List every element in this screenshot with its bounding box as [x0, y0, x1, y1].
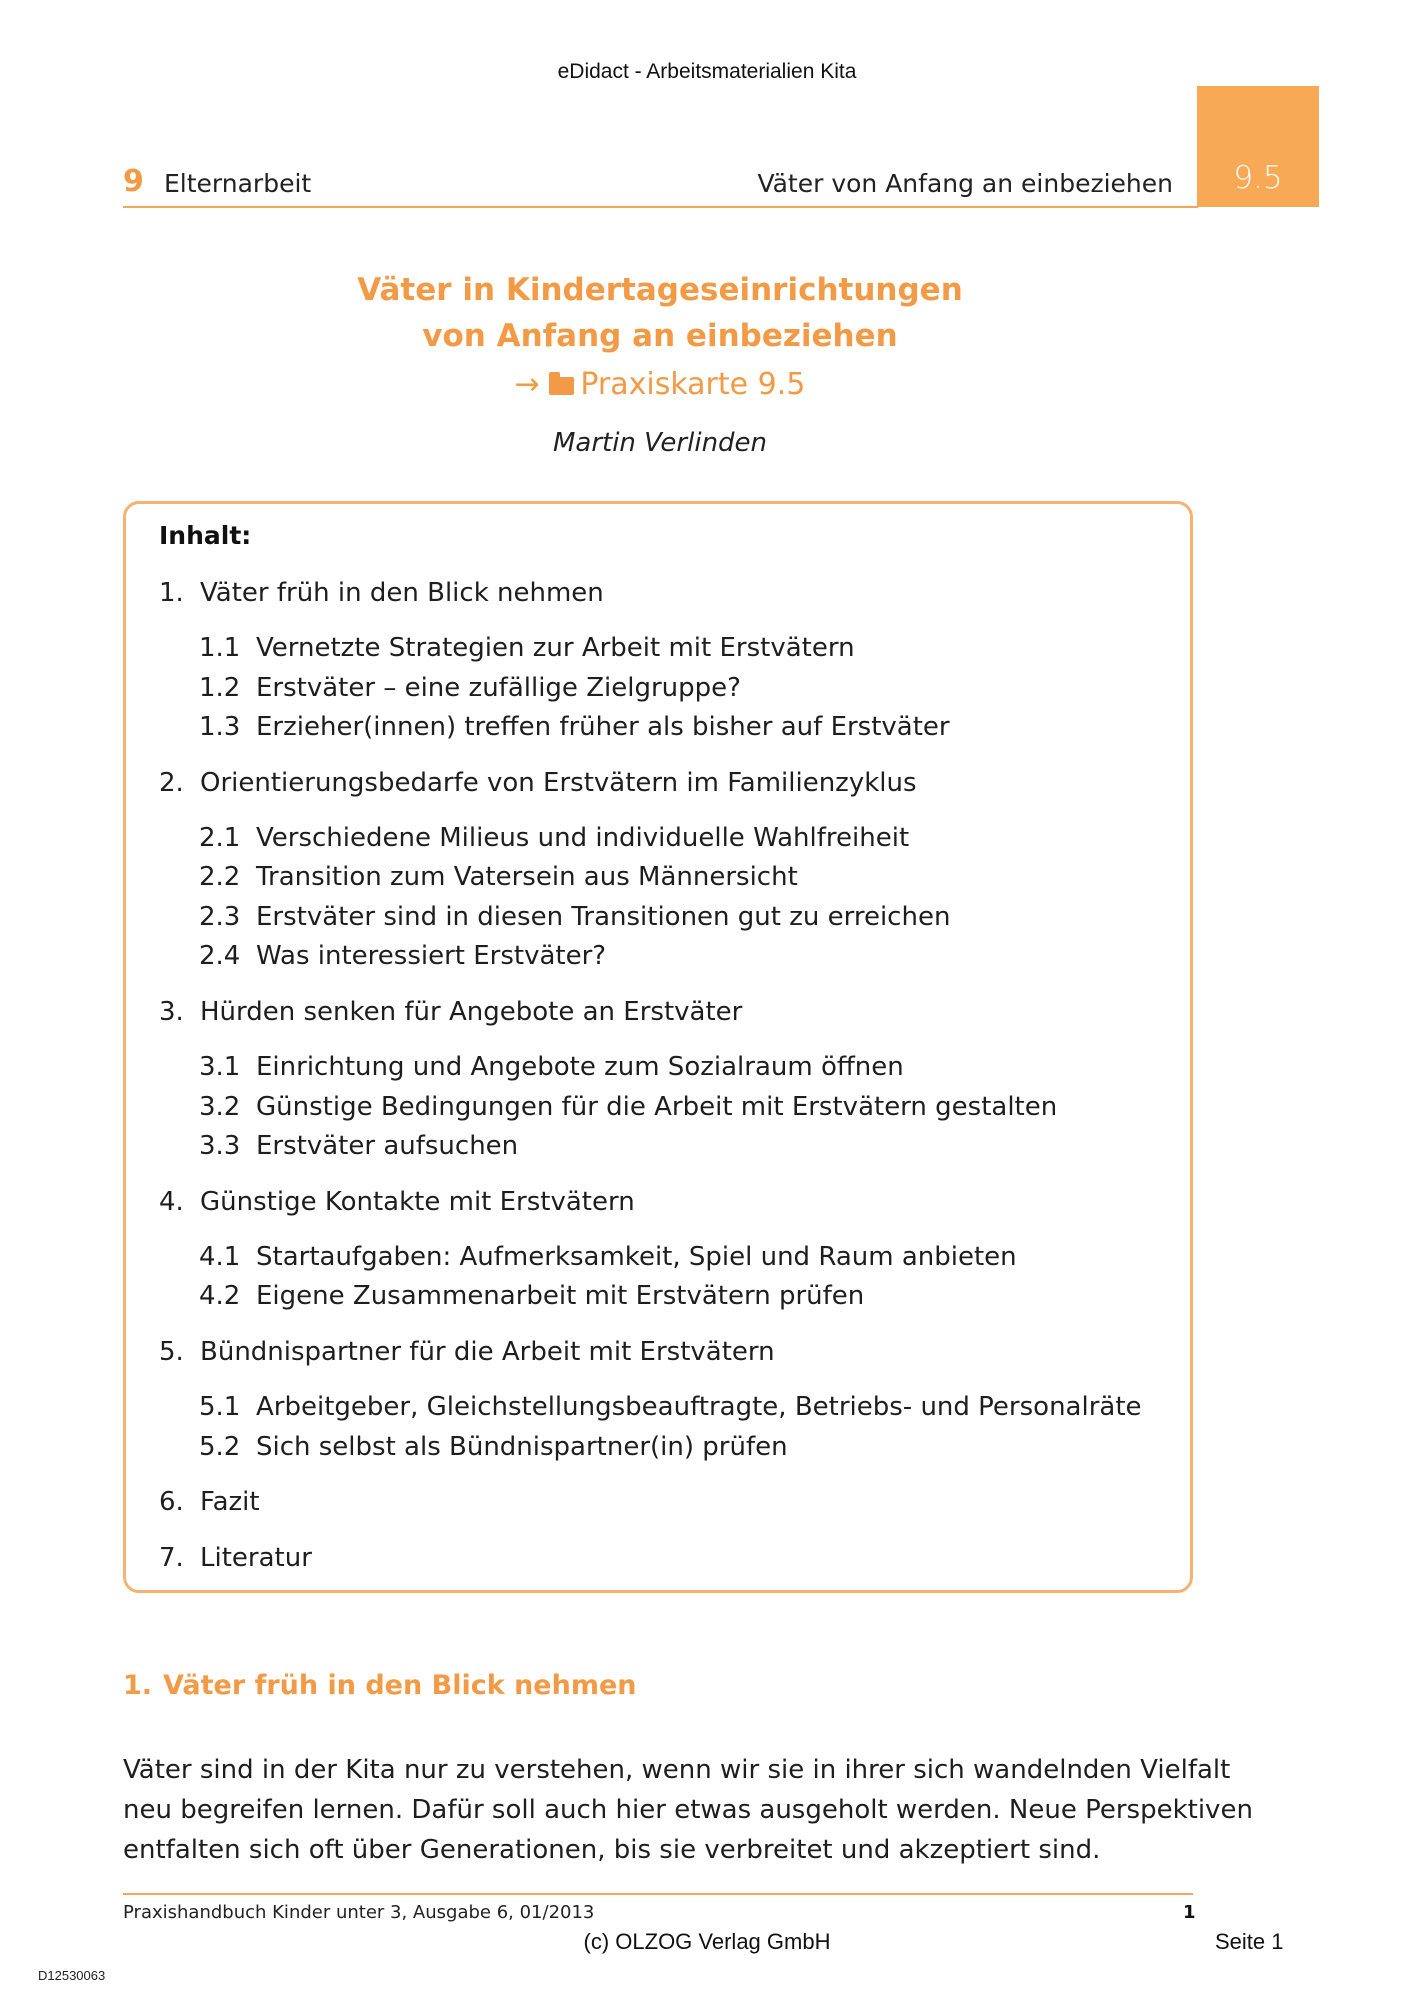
- toc-label: Erzieher(innen) treffen früher als bisher auf Erstväter: [256, 712, 950, 742]
- site-banner: eDidact - Arbeitsmaterialien Kita: [557, 60, 857, 83]
- toc-label: Günstige Kontakte mit Erstvätern: [200, 1187, 635, 1217]
- paragraph-line: entfalten sich oft über Generationen, bis sie verbreitet und akzeptiert sind.: [123, 1835, 1101, 1865]
- toc-number: 3.3: [199, 1131, 241, 1161]
- toc-label: Väter früh in den Blick nehmen: [200, 578, 604, 608]
- praxiskarte-reference[interactable]: [0, 367, 1320, 402]
- header-divider: [123, 206, 1198, 208]
- toc-label: Orientierungsbedarfe von Erstvätern im Familienzyklus: [200, 768, 917, 798]
- footer-copyright: (c) OLZOG Verlag GmbH: [583, 1929, 831, 1954]
- toc-number: 3.1: [199, 1052, 241, 1082]
- footer-seite: Seite 1: [1215, 1929, 1284, 1954]
- body-paragraph: [123, 1750, 1253, 1870]
- toc-label: Verschiedene Milieus und individuelle Wahlfreiheit: [256, 823, 910, 853]
- footer-page-number: 1: [1183, 1902, 1196, 1923]
- toc-label: Hürden senken für Angebote an Erstväter: [200, 997, 743, 1027]
- praxiskarte-label: Praxiskarte 9.5: [580, 367, 806, 402]
- toc-number: 3.2: [199, 1092, 241, 1122]
- section-heading: [123, 1670, 637, 1701]
- toc-label: Literatur: [200, 1543, 312, 1573]
- toc-label: Arbeitgeber, Gleichstellungsbeauftragte, Betriebs- und Personalräte: [256, 1392, 1142, 1422]
- toc-number: 2.3: [199, 902, 241, 932]
- document-code: D12530063: [38, 1968, 106, 1983]
- footer-divider: [123, 1893, 1193, 1895]
- toc-number: 5.2: [199, 1432, 241, 1462]
- toc-label: Erstväter sind in diesen Transitionen gut zu erreichen: [256, 902, 951, 932]
- toc-label: Startaufgaben: Aufmerksamkeit, Spiel und Raum anbieten: [256, 1242, 1017, 1272]
- folder-icon: [549, 377, 574, 395]
- toc-number: 4.2: [199, 1281, 241, 1311]
- toc-number: 1.1: [199, 633, 241, 663]
- document-title-line-2: von Anfang an einbeziehen: [422, 318, 898, 354]
- toc-label: Erstväter – eine zufällige Zielgruppe?: [256, 673, 741, 703]
- toc-heading: Inhalt:: [159, 521, 252, 550]
- toc-label: Fazit: [200, 1487, 260, 1517]
- paragraph-line: Väter sind in der Kita nur zu verstehen, wenn wir sie in ihrer sich wandelnden Vielfalt: [123, 1755, 1231, 1785]
- toc-number: 2.1: [199, 823, 241, 853]
- toc-number: 1.2: [199, 673, 241, 703]
- toc-label: Bündnispartner für die Arbeit mit Erstvätern: [200, 1337, 775, 1367]
- paragraph-line: neu begreifen lernen. Dafür soll auch hier etwas ausgeholt werden. Neue Perspektiven: [123, 1795, 1253, 1825]
- toc-label: Günstige Bedingungen für die Arbeit mit Erstvätern gestalten: [256, 1092, 1058, 1122]
- footer-publication: Praxishandbuch Kinder unter 3, Ausgabe 6, 01/2013: [123, 1902, 595, 1923]
- toc-number: 1.3: [199, 712, 241, 742]
- toc-label: Transition zum Vatersein aus Männersicht: [256, 862, 798, 892]
- toc-label: Vernetzte Strategien zur Arbeit mit Erstvätern: [256, 633, 855, 663]
- chapter-number: 9: [123, 164, 144, 199]
- toc-number: 4.: [159, 1187, 184, 1217]
- toc-number: 2.2: [199, 862, 241, 892]
- running-section-title: Väter von Anfang an einbeziehen: [757, 169, 1173, 198]
- toc-number: 7.: [159, 1543, 184, 1573]
- toc-label: Eigene Zusammenarbeit mit Erstvätern prüfen: [256, 1281, 865, 1311]
- table-of-contents-box: [123, 501, 1193, 1593]
- section-tab-number: 9.5: [1233, 160, 1283, 196]
- document-title-line-1: Väter in Kindertageseinrichtungen: [357, 272, 963, 308]
- toc-label: Sich selbst als Bündnispartner(in) prüfen: [256, 1432, 788, 1462]
- toc-number: 3.: [159, 997, 184, 1027]
- section-title: Väter früh in den Blick nehmen: [163, 1670, 637, 1701]
- toc-number: 2.4: [199, 941, 241, 971]
- arrow-icon: →: [514, 367, 540, 402]
- section-number: 1.: [123, 1670, 153, 1701]
- toc-number: 1.: [159, 578, 184, 608]
- chapter-title: Elternarbeit: [164, 169, 312, 198]
- toc-label: Was interessiert Erstväter?: [256, 941, 607, 971]
- toc-number: 5.: [159, 1337, 184, 1367]
- toc-label: Einrichtung und Angebote zum Sozialraum öffnen: [256, 1052, 904, 1082]
- toc-number: 2.: [159, 768, 184, 798]
- author-name: Martin Verlinden: [552, 428, 768, 458]
- toc-label: Erstväter aufsuchen: [256, 1131, 519, 1161]
- toc-number: 4.1: [199, 1242, 241, 1272]
- toc-number: 5.1: [199, 1392, 241, 1422]
- toc-number: 6.: [159, 1487, 184, 1517]
